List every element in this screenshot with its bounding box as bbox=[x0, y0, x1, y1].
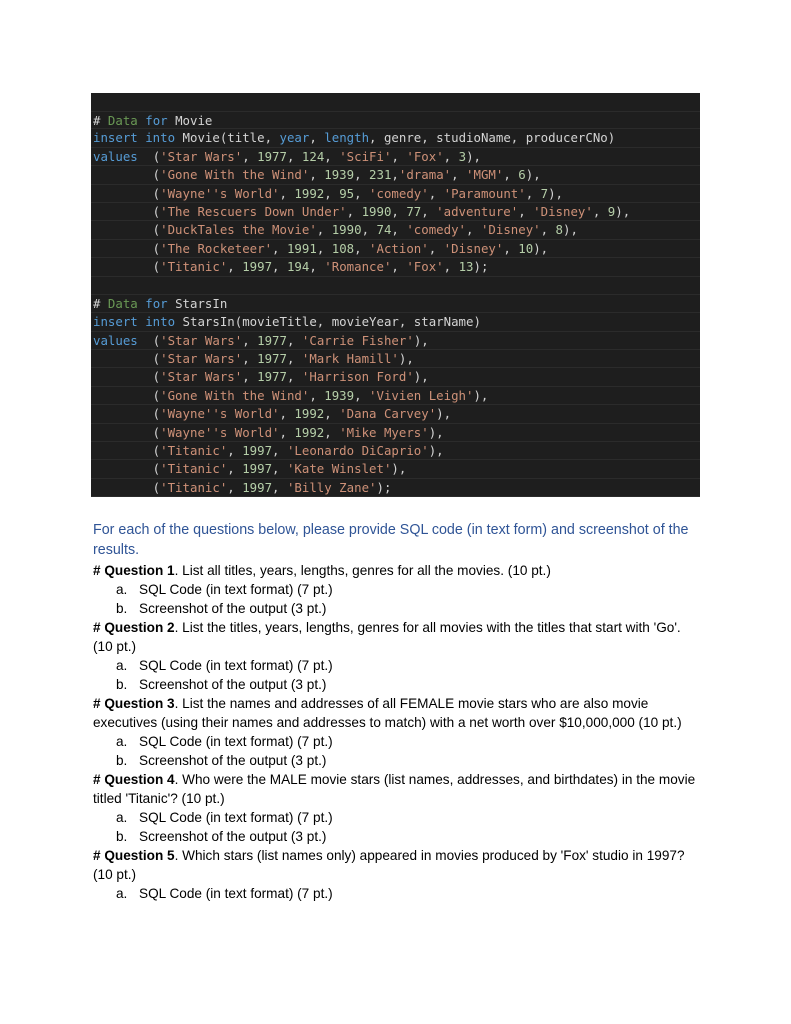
code-token: 'Dana Carvey' bbox=[339, 406, 437, 422]
code-token: , bbox=[279, 424, 295, 440]
question-subitem bbox=[93, 732, 698, 751]
question-text: . List the titles, years, lengths, genres for all movies with the titles that start with 'Go'. (10 pt.) bbox=[93, 620, 681, 654]
code-token: 13 bbox=[458, 259, 474, 275]
code-token: , bbox=[354, 185, 370, 201]
question-label: # Question 5 bbox=[93, 848, 175, 863]
code-token: , bbox=[518, 203, 534, 219]
code-token: , bbox=[227, 259, 243, 275]
code-token: 'Star Wars' bbox=[160, 369, 243, 385]
code-token: 3 bbox=[458, 148, 467, 164]
code-token: 'Disney' bbox=[480, 222, 541, 238]
subitem-text: SQL Code (in text format) (7 pt.) bbox=[139, 582, 333, 597]
code-token: 108 bbox=[331, 240, 355, 256]
code-token: ( bbox=[93, 369, 161, 385]
code-line bbox=[91, 129, 700, 147]
subitem-text: Screenshot of the output (3 pt.) bbox=[139, 753, 327, 768]
code-token: , bbox=[503, 240, 519, 256]
code-token: 'Star Wars' bbox=[160, 148, 243, 164]
code-token: , bbox=[286, 332, 302, 348]
question-text: . List the names and addresses of all FEMALE movie stars who are also movie executives (using their names and addresses to match) with a net worth over $10,000,000 (10 pt.) bbox=[93, 696, 682, 730]
code-token: , bbox=[361, 222, 377, 238]
code-token: 1939 bbox=[324, 167, 355, 183]
code-token: 'SciFi' bbox=[339, 148, 392, 164]
code-token: ), bbox=[436, 406, 452, 422]
code-token: ), bbox=[413, 332, 429, 348]
code-token: , bbox=[242, 369, 258, 385]
code-line bbox=[91, 405, 700, 423]
code-token: , bbox=[466, 222, 481, 238]
code-token: , bbox=[279, 185, 295, 201]
code-token: 1977 bbox=[257, 332, 287, 348]
code-token: 'Wayne''s World' bbox=[160, 185, 280, 201]
code-token: 'Leonardo DiCaprio' bbox=[286, 443, 429, 459]
question-label: # Question 3 bbox=[93, 696, 175, 711]
code-token: 231 bbox=[369, 167, 392, 183]
code-token: 'Gone With the Wind' bbox=[160, 387, 310, 403]
code-token: 'MGM' bbox=[466, 167, 504, 183]
question-subitem bbox=[93, 751, 698, 770]
code-token: 'Titanic' bbox=[160, 259, 228, 275]
code-line bbox=[91, 368, 700, 386]
code-token: StarsIn(movieTitle, movieYear, starName) bbox=[182, 314, 481, 330]
instructions-paragraph: For each of the questions below, please provide SQL code (in text form) and screenshot of the results. bbox=[93, 522, 689, 558]
code-token: 'Carrie Fisher' bbox=[301, 332, 414, 348]
code-token: ( bbox=[93, 424, 161, 440]
code-line bbox=[91, 166, 700, 184]
code-token: 'comedy' bbox=[369, 185, 429, 201]
code-token: , bbox=[272, 443, 287, 459]
code-token: ), bbox=[413, 369, 429, 385]
code-token: , bbox=[391, 222, 407, 238]
code-token: ); bbox=[376, 479, 392, 495]
code-token: 7 bbox=[540, 185, 549, 201]
code-token: 'Harrison Ford' bbox=[301, 369, 414, 385]
code-token: ( bbox=[93, 240, 161, 256]
code-token: , bbox=[324, 424, 340, 440]
code-token: , bbox=[227, 461, 243, 477]
question-subitem bbox=[93, 675, 698, 694]
code-token: Movie bbox=[175, 113, 213, 128]
code-token: 1977 bbox=[257, 369, 287, 385]
code-token: 'Titanic' bbox=[160, 479, 228, 495]
code-token: 'Paramount' bbox=[443, 185, 526, 201]
list-marker: a. bbox=[116, 658, 128, 673]
question-subitem bbox=[93, 580, 698, 599]
code-token: 'Gone With the Wind' bbox=[160, 167, 310, 183]
question-4 bbox=[93, 770, 698, 808]
code-token: , bbox=[242, 351, 258, 367]
code-token: for bbox=[145, 113, 176, 128]
list-marker: a. bbox=[116, 810, 128, 825]
code-token: , bbox=[428, 240, 444, 256]
code-token: ); bbox=[473, 259, 489, 275]
code-token: 'Mark Hamill' bbox=[301, 351, 399, 367]
code-token: ( bbox=[93, 443, 161, 459]
code-token: values bbox=[93, 148, 153, 164]
code-token: , bbox=[309, 259, 325, 275]
list-marker: b. bbox=[116, 677, 128, 692]
question-subitem bbox=[93, 884, 698, 903]
code-token: year bbox=[279, 130, 310, 146]
code-token: 10 bbox=[518, 240, 534, 256]
code-token: 'The Rescuers Down Under' bbox=[160, 203, 347, 219]
question-subitem bbox=[93, 656, 698, 675]
code-token: ( bbox=[93, 479, 161, 495]
code-token: ), bbox=[533, 240, 549, 256]
code-token: , bbox=[324, 185, 340, 201]
code-token: 'comedy' bbox=[406, 222, 467, 238]
code-token: , bbox=[242, 148, 258, 164]
code-token: , bbox=[272, 479, 287, 495]
code-token: 1997 bbox=[242, 259, 273, 275]
code-line bbox=[91, 479, 700, 497]
assignment-text bbox=[93, 520, 698, 903]
code-token: insert into bbox=[93, 314, 183, 330]
code-token: 8 bbox=[555, 222, 564, 238]
code-token: , bbox=[451, 167, 467, 183]
code-token: for bbox=[145, 295, 176, 311]
code-token: 'The Rocketeer' bbox=[160, 240, 273, 256]
code-token: 95 bbox=[339, 185, 355, 201]
code-token: ), bbox=[563, 222, 578, 238]
subitem-text: Screenshot of the output (3 pt.) bbox=[139, 601, 327, 616]
code-line bbox=[91, 460, 700, 478]
code-token: , bbox=[391, 259, 407, 275]
code-token: ), bbox=[391, 461, 407, 477]
code-token: 'Billy Zane' bbox=[286, 479, 377, 495]
code-token: ( bbox=[93, 222, 161, 238]
code-token: ), bbox=[428, 424, 444, 440]
question-text: . Who were the MALE movie stars (list names, addresses, and birthdates) in the movie titled 'Titanic'? (10 pt.) bbox=[93, 772, 696, 806]
code-token: 1991 bbox=[286, 240, 317, 256]
code-token: 1990 bbox=[331, 222, 362, 238]
code-token: ), bbox=[398, 351, 414, 367]
code-token: , bbox=[324, 406, 340, 422]
code-token: , bbox=[391, 148, 407, 164]
code-token: ), bbox=[548, 185, 564, 201]
code-token: , bbox=[309, 387, 325, 403]
code-token: , bbox=[525, 185, 541, 201]
code-token: 'Mike Myers' bbox=[339, 424, 429, 440]
question-label: # Question 4 bbox=[93, 772, 175, 787]
code-token: 'Wayne''s World' bbox=[160, 424, 280, 440]
sql-code-screenshot bbox=[91, 93, 700, 497]
subitem-text: SQL Code (in text format) (7 pt.) bbox=[139, 658, 333, 673]
code-token: StarsIn bbox=[175, 295, 228, 311]
code-token: Data bbox=[107, 295, 146, 311]
code-token: 194 bbox=[286, 259, 310, 275]
code-line bbox=[91, 277, 700, 295]
list-marker: a. bbox=[116, 886, 128, 901]
list-marker: a. bbox=[116, 734, 128, 749]
code-token: 1977 bbox=[257, 148, 287, 164]
code-token: Data bbox=[107, 113, 146, 128]
code-token: ( bbox=[93, 387, 161, 403]
list-marker: a. bbox=[116, 582, 128, 597]
code-token: , bbox=[443, 148, 459, 164]
code-token: ( bbox=[152, 148, 161, 164]
list-marker: b. bbox=[116, 753, 128, 768]
code-token: 'Titanic' bbox=[160, 443, 228, 459]
code-token: 'adventure' bbox=[436, 203, 519, 219]
code-token: , bbox=[272, 259, 287, 275]
code-token: , bbox=[421, 203, 437, 219]
code-token: , bbox=[503, 167, 519, 183]
code-token: , bbox=[286, 351, 302, 367]
subitem-text: SQL Code (in text format) (7 pt.) bbox=[139, 886, 333, 901]
code-token: insert into bbox=[93, 130, 183, 146]
code-token: 'Vivien Leigh' bbox=[369, 387, 474, 403]
code-token: ), bbox=[525, 167, 541, 183]
code-token: 'Kate Winslet' bbox=[286, 461, 392, 477]
code-line bbox=[91, 258, 700, 276]
question-label: # Question 1 bbox=[93, 563, 175, 578]
code-token: , bbox=[227, 479, 243, 495]
code-token: , bbox=[428, 185, 444, 201]
code-token: 'Fox' bbox=[406, 259, 444, 275]
code-line bbox=[91, 387, 700, 405]
question-subitem bbox=[93, 808, 698, 827]
code-token: , genre, studioName, producerCNo) bbox=[369, 130, 616, 146]
code-line bbox=[91, 332, 700, 350]
code-token: ), bbox=[428, 443, 444, 459]
code-token: 6 bbox=[518, 167, 526, 183]
code-token: 1997 bbox=[242, 443, 273, 459]
code-token: , bbox=[443, 259, 459, 275]
code-line bbox=[91, 111, 700, 129]
code-token: ( bbox=[93, 351, 161, 367]
code-token: , bbox=[227, 443, 243, 459]
code-token: , bbox=[316, 222, 332, 238]
code-token: ( bbox=[93, 203, 161, 219]
code-token: ( bbox=[93, 259, 161, 275]
code-token: 'drama' bbox=[398, 167, 452, 183]
code-token: , bbox=[309, 130, 325, 146]
question-3 bbox=[93, 694, 698, 732]
subitem-text: SQL Code (in text format) (7 pt.) bbox=[139, 734, 333, 749]
subitem-text: Screenshot of the output (3 pt.) bbox=[139, 677, 327, 692]
code-token: , bbox=[272, 240, 287, 256]
code-token: , bbox=[279, 406, 295, 422]
code-line bbox=[91, 313, 700, 331]
code-token: 1990 bbox=[361, 203, 392, 219]
code-token: 9 bbox=[607, 203, 616, 219]
code-token: , bbox=[309, 167, 325, 183]
code-token: 'Fox' bbox=[406, 148, 444, 164]
code-token: 'Titanic' bbox=[160, 461, 228, 477]
code-line bbox=[91, 221, 700, 239]
code-line bbox=[91, 295, 700, 313]
code-token: , bbox=[242, 332, 258, 348]
question-text: . Which stars (list names only) appeared in movies produced by 'Fox' studio in 1997? (10 pt.) bbox=[93, 848, 685, 882]
code-token: Movie(title, bbox=[182, 130, 280, 146]
code-token: 1939 bbox=[324, 387, 355, 403]
code-token: ), bbox=[615, 203, 631, 219]
code-line bbox=[91, 424, 700, 442]
code-token: 77 bbox=[406, 203, 422, 219]
code-token: 74 bbox=[376, 222, 392, 238]
code-token: 1997 bbox=[242, 461, 273, 477]
code-token: 'Star Wars' bbox=[160, 351, 243, 367]
code-token: 'Disney' bbox=[533, 203, 593, 219]
code-token: , bbox=[286, 148, 302, 164]
code-token: ( bbox=[93, 406, 161, 422]
code-token: 'Disney' bbox=[443, 240, 504, 256]
code-token: , bbox=[540, 222, 556, 238]
code-token: ), bbox=[473, 387, 489, 403]
code-token: # bbox=[93, 113, 108, 128]
code-token: , bbox=[354, 387, 370, 403]
code-token: 1997 bbox=[242, 479, 273, 495]
list-marker: b. bbox=[116, 601, 128, 616]
code-token: 'Action' bbox=[369, 240, 429, 256]
code-token: values bbox=[93, 332, 153, 348]
code-token: 'DuckTales the Movie' bbox=[160, 222, 317, 238]
code-token: ( bbox=[93, 167, 161, 183]
code-token: , bbox=[391, 167, 399, 183]
subitem-text: Screenshot of the output (3 pt.) bbox=[139, 829, 327, 844]
code-lines bbox=[91, 111, 700, 497]
code-token: 1992 bbox=[294, 406, 325, 422]
code-token: , bbox=[346, 203, 362, 219]
subitem-text: SQL Code (in text format) (7 pt.) bbox=[139, 810, 333, 825]
code-token: , bbox=[316, 240, 332, 256]
code-token: , bbox=[272, 461, 287, 477]
question-subitem bbox=[93, 827, 698, 846]
code-token: , bbox=[592, 203, 608, 219]
code-token: , bbox=[286, 369, 302, 385]
question-5 bbox=[93, 846, 698, 884]
question-text: . List all titles, years, lengths, genres for all the movies. (10 pt.) bbox=[174, 563, 551, 578]
question-subitem bbox=[93, 599, 698, 618]
code-token: , bbox=[354, 240, 370, 256]
code-token: 'Star Wars' bbox=[160, 332, 243, 348]
code-token: 'Romance' bbox=[324, 259, 392, 275]
code-token: 'Wayne''s World' bbox=[160, 406, 280, 422]
code-token: # bbox=[93, 295, 108, 311]
code-token: ( bbox=[152, 332, 161, 348]
question-list bbox=[93, 561, 698, 903]
code-line bbox=[91, 185, 700, 203]
code-token: 1992 bbox=[294, 185, 325, 201]
code-line bbox=[91, 148, 700, 166]
code-line bbox=[91, 240, 700, 258]
code-token: 124 bbox=[301, 148, 325, 164]
code-token: ( bbox=[93, 185, 161, 201]
code-token: ( bbox=[93, 461, 161, 477]
code-line bbox=[91, 203, 700, 221]
code-token: ), bbox=[466, 148, 481, 164]
code-token: length bbox=[324, 130, 370, 146]
question-2 bbox=[93, 618, 698, 656]
question-label: # Question 2 bbox=[93, 620, 175, 635]
code-line bbox=[91, 442, 700, 460]
code-token: , bbox=[324, 148, 340, 164]
code-token: 1992 bbox=[294, 424, 325, 440]
code-token: , bbox=[354, 167, 370, 183]
code-token: 1977 bbox=[257, 351, 287, 367]
code-token: , bbox=[391, 203, 407, 219]
code-line bbox=[91, 350, 700, 368]
question-1 bbox=[93, 561, 698, 580]
list-marker: b. bbox=[116, 829, 128, 844]
